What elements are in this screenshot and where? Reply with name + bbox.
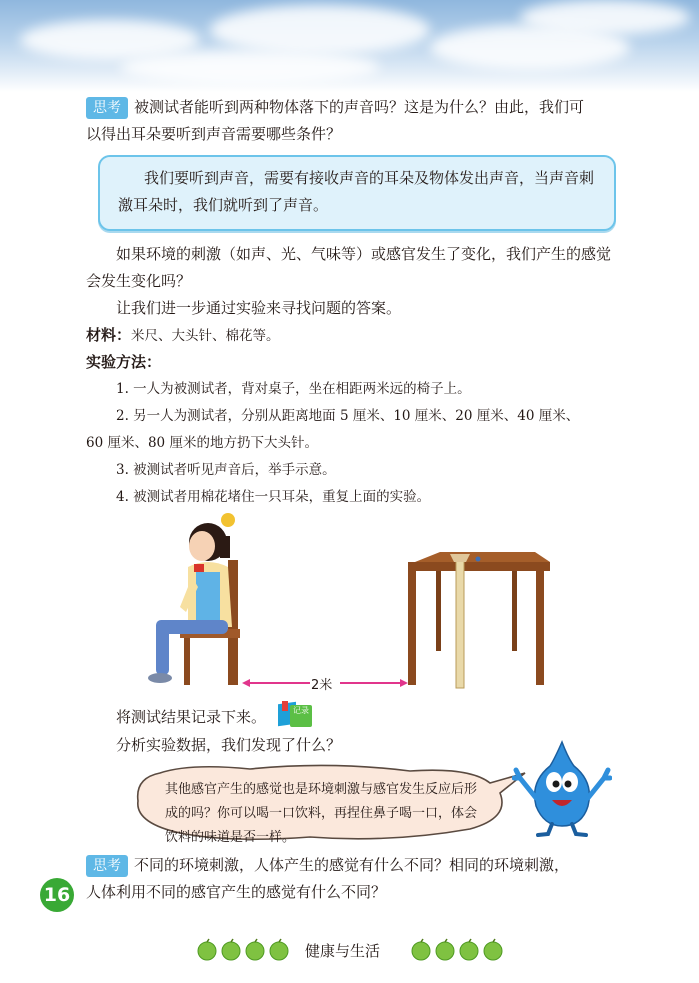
intro-paragraph-2: 让我们进一步通过实验来寻找问题的答案。 <box>116 299 402 317</box>
distance-label: 2米 <box>311 678 333 693</box>
girl-drawing <box>148 513 235 683</box>
method-step-3: 3. 被测试者听见声音后，举手示意。 <box>116 462 336 478</box>
method-step-4: 4. 被测试者用棉花堵住一只耳朵，重复上面的实验。 <box>116 489 431 505</box>
record-line <box>86 704 616 731</box>
materials-text: 米尺、大头针、棉花等。 <box>131 328 280 344</box>
answer-box <box>98 155 616 231</box>
analyze-line: 分析实验数据，我们发现了什么？ <box>116 736 342 754</box>
think-1-line2: 以得出耳朵要听到声音需要哪些条件？ <box>86 125 342 143</box>
page-number: 16 <box>40 878 74 912</box>
method-heading <box>86 349 616 376</box>
think-1-line1: 被测试者能听到两种物体落下的声音吗？这是为什么？由此，我们可 <box>134 98 585 116</box>
water-drop-mascot <box>512 738 612 838</box>
record-text: 将测试结果记录下来。 <box>116 708 267 726</box>
think-2-line2: 人体利用不同的感官产生的感觉有什么不同？ <box>86 883 387 901</box>
intro-paragraph-1: 如果环境的刺激（如声、光、气味等）或感官发生了变化，我们产生的感觉会发生变化吗？ <box>86 245 612 290</box>
think-question-2 <box>86 852 616 906</box>
record-icon <box>276 699 312 729</box>
materials-line <box>86 322 616 350</box>
materials-label: 材料： <box>86 326 132 344</box>
footer-apples-left <box>196 938 292 966</box>
think-question-1 <box>86 94 616 148</box>
table-drawing <box>408 552 550 688</box>
footer-book-title: 健康与生活 <box>305 942 381 960</box>
method-step-1: 1. 一人为被测试者，背对桌子，坐在相距两米远的椅子上。 <box>116 381 471 397</box>
think-tag-2: 思考 <box>86 855 128 877</box>
think-tag: 思考 <box>86 97 128 119</box>
apple-icons-right <box>410 938 506 962</box>
method-step-2b: 60 厘米、80 厘米的地方扔下大头针。 <box>86 435 318 451</box>
method-label: 实验方法： <box>86 353 162 371</box>
bubble-text: 其他感官产生的感觉也是环境刺激与感官发生反应后形成的吗？你可以喝一口饮料，再捏住鼻子喝一口，体会饮料的味道是否一样。 <box>165 782 478 845</box>
think-2-line1: 不同的环境刺激，人体产生的感觉有什么不同？相同的环境刺激， <box>134 856 570 874</box>
experiment-illustration <box>140 512 560 697</box>
apple-icons-left <box>196 938 292 962</box>
answer-text: 我们要听到声音，需要有接收声音的耳朵及物体发出声音，当声音刺激耳朵时，我们就听到了声音。 <box>118 169 595 214</box>
sky-header-image <box>0 0 699 92</box>
footer-apples-right <box>410 938 506 966</box>
method-step-2a: 2. 另一人为测试者，分别从距离地面 5 厘米、10 厘米、20 厘米、40 厘米、 <box>116 408 580 424</box>
record-icon-label: 记录 <box>290 705 312 727</box>
